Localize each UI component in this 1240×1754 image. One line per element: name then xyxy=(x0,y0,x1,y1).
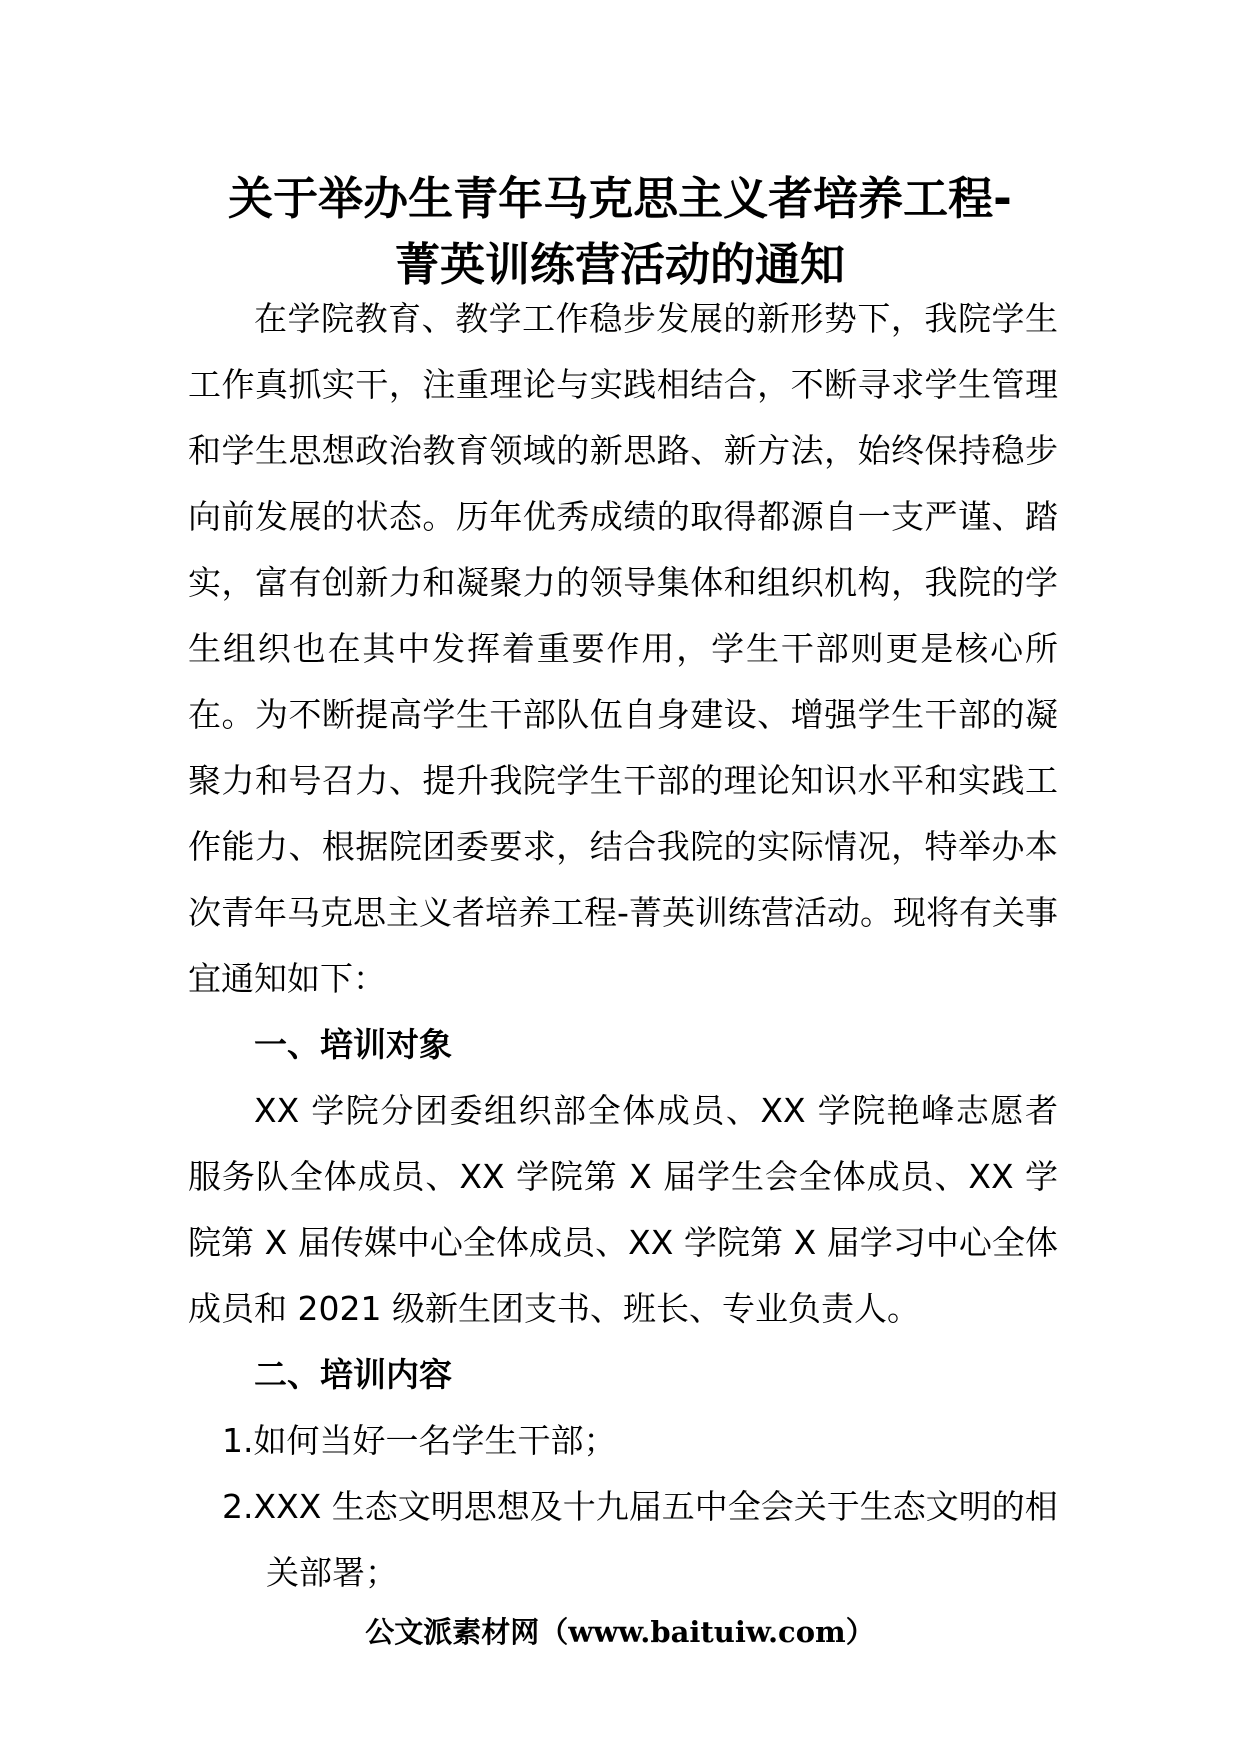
training-content-item: 1.如何当好一名学生干部； xyxy=(222,1421,617,1460)
document-body xyxy=(188,286,1058,1606)
title-line-1: 关于举办生青年马克思主义者培养工程- xyxy=(228,172,1012,225)
section-heading-training-targets: 一、培训对象 xyxy=(254,1025,452,1064)
footer-source: 公文派素材网（www.baituiw.com） xyxy=(365,1615,875,1649)
intro-paragraph: 在学院教育、教学工作稳步发展的新形势下，我院学生工作真抓实干，注重理论与实践相结合，不断寻求学生管理和学生思想政治教育领域的新思路、新方法，始终保持稳步向前发展的状态。历年优秀成绩的取得都源自一支严谨、踏实，富有创新力和凝聚力的领导集体和组织机构，我院的学生组织也在其中发挥着重要作用，学生干部则更是核心所在。为不断提高学生干部队伍自身建设、增强学生干部的凝聚力和号召力、提升我院学生干部的理论知识水平和实践工作能力、根据院团委要求，结合我院的实际情况，特举办本次青年马克思主义者培养工程-菁英训练营活动。现将有关事宜通知如下： xyxy=(188,299,1058,998)
training-targets-paragraph: XX 学院分团委组织部全体成员、XX 学院艳峰志愿者服务队全体成员、XX 学院第 X 届学生会全体成员、XX 学院第 X 届传媒中心全体成员、XX 学院第 X 届学习中心全体成员和 2021 级新生团支书、班长、专业负责人。 xyxy=(188,1091,1058,1328)
training-content-item: 2.XXX 生态文明思想及十九届五中全会关于生态文明的相关部署； xyxy=(222,1487,1058,1592)
section-heading-training-content: 二、培训内容 xyxy=(254,1355,452,1394)
document-title xyxy=(150,166,1090,298)
title-line-2: 菁英训练营活动的通知 xyxy=(394,238,845,291)
